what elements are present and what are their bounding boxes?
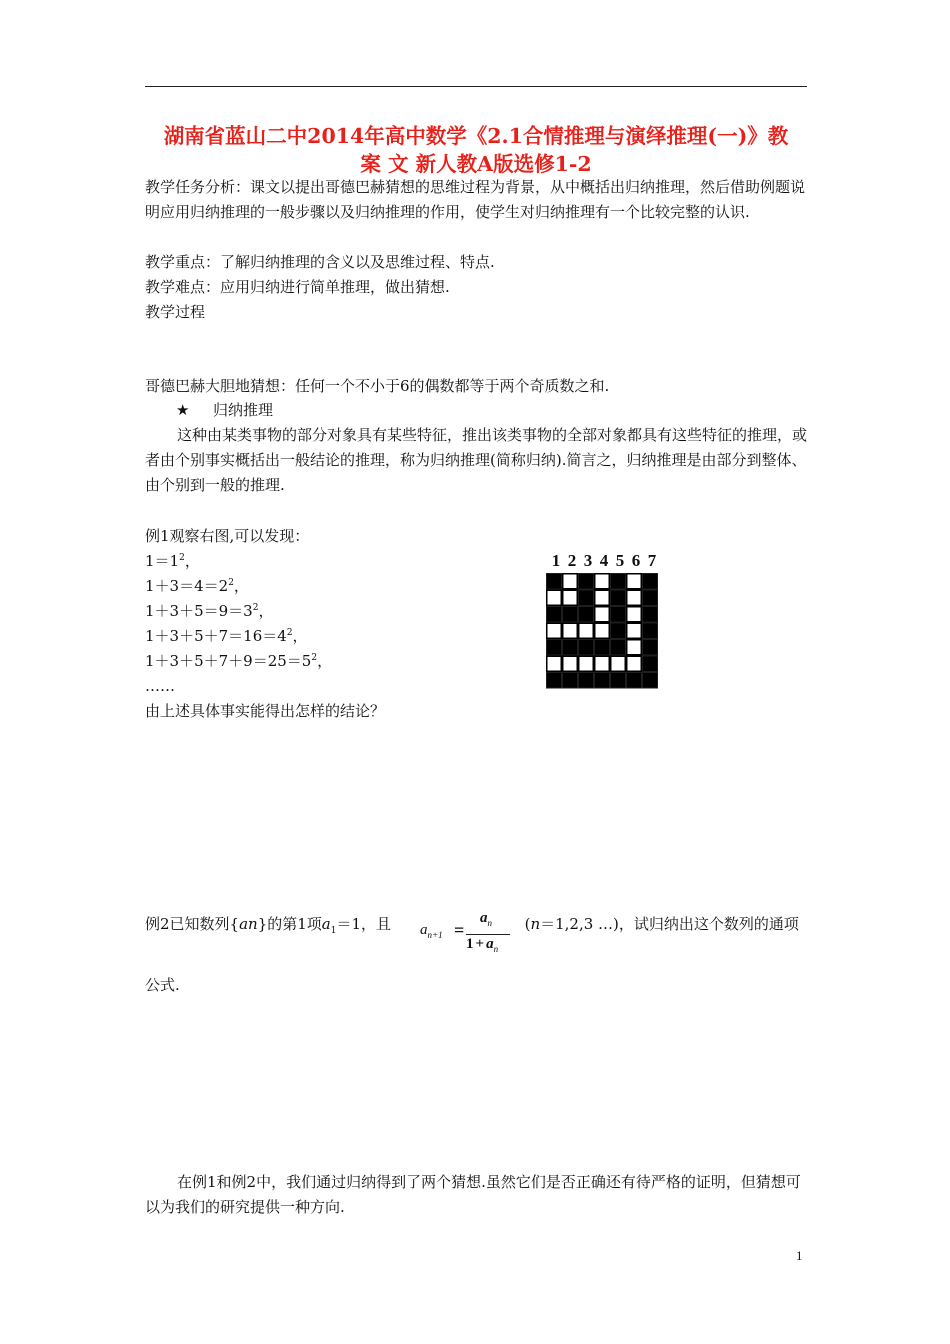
grid-cell bbox=[548, 657, 561, 671]
grid-cell bbox=[580, 657, 593, 671]
recurrence-formula bbox=[420, 912, 520, 960]
conclusion-paragraph: 在例1和例2中，我们通过归纳得到了两个猜想.虽然它们是否正确还有待严格的证明，但猜想可以为我们的研究提供一种方向. bbox=[145, 1173, 801, 1216]
grid-cell bbox=[596, 608, 609, 622]
teaching-difficulty: 教学难点：应用归纳进行简单推理，做出猜想. bbox=[145, 278, 450, 296]
grid-number: 1 bbox=[551, 551, 561, 570]
example1-question: 由上述具体事实能得出怎样的结论？ bbox=[145, 702, 386, 720]
grid-cell bbox=[628, 575, 641, 589]
grid-cell bbox=[612, 657, 625, 671]
page-number: 1 bbox=[796, 1248, 803, 1263]
grid-cell bbox=[628, 608, 641, 622]
teaching-process-heading: 教学过程 bbox=[145, 303, 206, 321]
grid-cell bbox=[628, 624, 641, 638]
example1-equation: $1+3+5=9=3^2$， bbox=[145, 602, 274, 620]
grid-column-numbers bbox=[548, 551, 663, 571]
title-line-1: 湖南省蓝山二中2014年高中数学《2.1合情推理与演绎推理(一)》教 bbox=[163, 124, 789, 148]
grid-cell bbox=[596, 624, 609, 638]
grid-number: 2 bbox=[567, 551, 577, 570]
grid-cell bbox=[548, 624, 561, 638]
document-title bbox=[145, 122, 807, 178]
teaching-key-point: 教学重点：了解归纳推理的含义以及思维过程、特点. bbox=[145, 253, 495, 271]
odd-sum-grid bbox=[546, 573, 661, 691]
grid-cell bbox=[548, 591, 561, 605]
formula-numerator: $a_n$ bbox=[480, 910, 492, 928]
section-heading-text: 归纳推理 bbox=[213, 401, 274, 419]
grid-cell bbox=[564, 575, 577, 589]
star-icon: ★ bbox=[176, 401, 190, 419]
example1-intro: 例1观察右图,可以发现： bbox=[145, 527, 310, 545]
example1-equation: $1+3+5+7=16=4^2$， bbox=[145, 627, 308, 645]
grid-cell bbox=[564, 624, 577, 638]
example2-tail: 公式. bbox=[145, 976, 180, 994]
grid-cell bbox=[628, 591, 641, 605]
grid-cell bbox=[596, 575, 609, 589]
example1-equation: $1+3=4=2^2$， bbox=[145, 577, 249, 595]
formula-equals: = bbox=[454, 920, 465, 940]
header-rule bbox=[145, 86, 807, 87]
example1-ellipsis: …… bbox=[145, 677, 175, 695]
title-line-2: 案 文 新人教A版选修1-2 bbox=[360, 152, 592, 176]
grid-cell bbox=[564, 591, 577, 605]
grid-number: 7 bbox=[647, 551, 657, 570]
grid-number: 5 bbox=[615, 551, 625, 570]
grid-cell bbox=[628, 641, 641, 655]
formula-lhs: $a_{n+1}$ bbox=[420, 922, 443, 940]
grid-number: 3 bbox=[583, 551, 593, 570]
section-heading bbox=[176, 398, 273, 423]
grid-number: 4 bbox=[599, 551, 609, 570]
grid-cell bbox=[564, 657, 577, 671]
grid-cell bbox=[596, 591, 609, 605]
grid-cell bbox=[628, 657, 641, 671]
example1-equation: $1+3+5+7+9=25=5^2$， bbox=[145, 652, 333, 670]
task-analysis: 教学任务分析：课文以提出哥德巴赫猜想的思维过程为背景，从中概括出归纳推理，然后借助例题说明应用归纳推理的一般步骤以及归纳推理的作用，使学生对归纳推理有一个比较完整的认识. bbox=[145, 178, 806, 221]
example1-equation: $1=1^2$， bbox=[145, 552, 200, 570]
grid-cell bbox=[596, 657, 609, 671]
induction-definition: 这种由某类事物的部分对象具有某些特征，推出该类事物的全部对象都具有这些特征的推理，或者由个别事实概括出一般结论的推理，称为归纳推理(简称归纳).简言之，归纳推理是由部分到整体、由个别到一般的推理. bbox=[145, 426, 808, 494]
example2-statement: 例2已知数列{an}的第1项$a_1=1$，且 (n＝1,2,3 …)，试归纳出这个数列的通项 bbox=[145, 915, 799, 936]
fraction-bar bbox=[466, 934, 510, 935]
grid-cell bbox=[580, 624, 593, 638]
odd-sum-grid-figure bbox=[546, 551, 661, 691]
grid-number: 6 bbox=[631, 551, 641, 570]
formula-denominator: $1 + a_n$ bbox=[466, 936, 499, 954]
goldbach-conjecture: 哥德巴赫大胆地猜想：任何一个不小于6的偶数都等于两个奇质数之和. bbox=[145, 377, 610, 395]
